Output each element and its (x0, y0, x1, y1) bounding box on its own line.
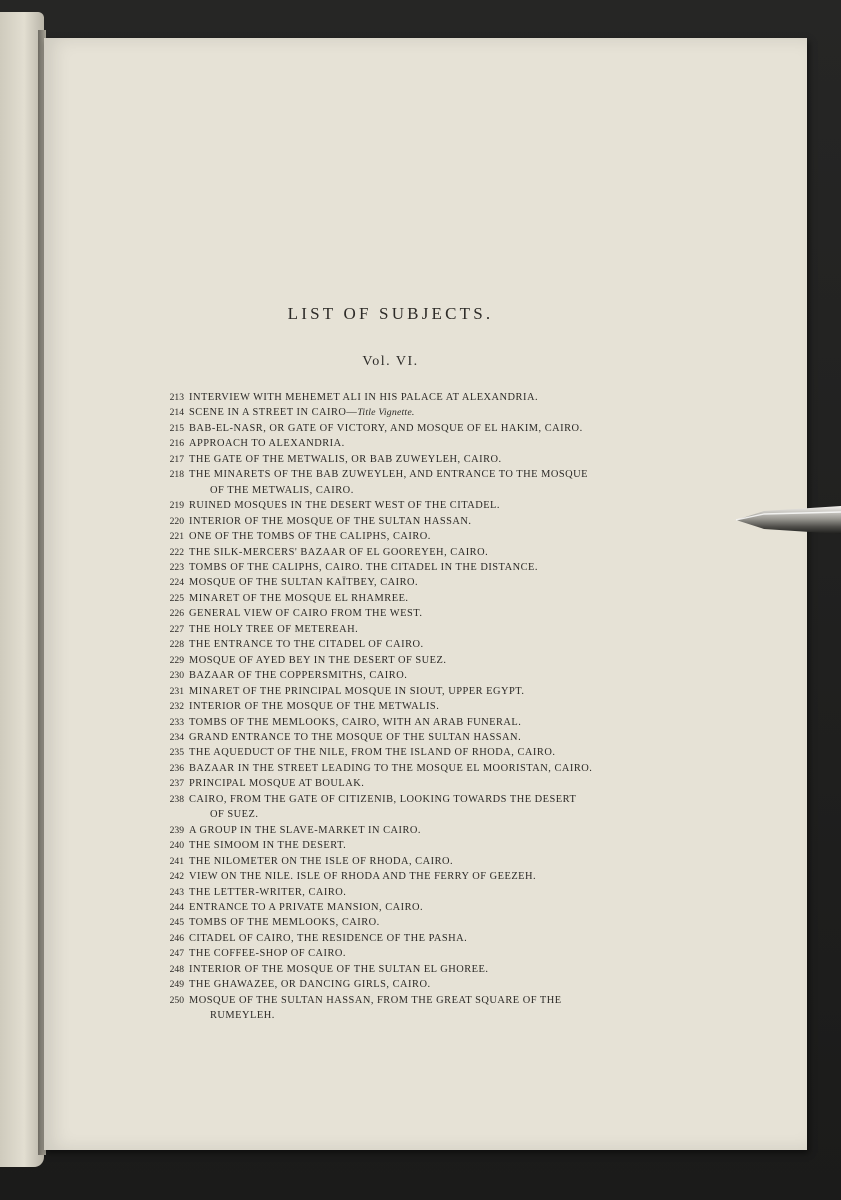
list-item (158, 915, 658, 930)
subject-entry (189, 529, 658, 544)
subject-title: CITADEL OF CAIRO, THE RESIDENCE OF THE PASHA. (189, 932, 468, 944)
plate-number: 237 (169, 778, 184, 790)
list-item (158, 977, 658, 992)
subject-entry (189, 745, 658, 760)
subject-title-continued: RUMEYLEH. (210, 1010, 275, 1022)
subject-title: THE AQUEDUCT OF THE NILE, FROM THE ISLAND OF RHODA, CAIRO. (189, 747, 556, 759)
subject-title: TOMBS OF THE CALIPHS, CAIRO. THE CITADEL IN THE DISTANCE. (189, 561, 538, 573)
list-item (158, 776, 658, 791)
subject-entry (189, 823, 658, 838)
subject-title: TOMBS OF THE MEMLOOKS, CAIRO. (189, 917, 380, 929)
subject-entry (189, 900, 658, 915)
subject-entry (189, 915, 658, 930)
plate-number: 244 (169, 901, 184, 913)
subject-entry (189, 838, 658, 853)
plate-number: 223 (169, 561, 184, 573)
list-item (158, 560, 658, 575)
pen-icon (736, 502, 841, 538)
subject-note: Title Vignette. (357, 407, 415, 419)
plate-number: 245 (169, 917, 184, 929)
plate-number: 217 (169, 453, 184, 465)
list-item (158, 761, 658, 776)
list-item (158, 946, 658, 961)
subject-entry (189, 421, 658, 436)
list-item (158, 869, 658, 884)
plate-number: 228 (169, 639, 184, 651)
subject-entry (189, 699, 658, 714)
subject-entry (189, 498, 658, 513)
subject-entry (189, 776, 658, 791)
subject-entry (189, 452, 658, 467)
plate-number: 240 (169, 840, 184, 852)
list-item (158, 390, 658, 405)
list-item (158, 498, 658, 513)
list-item (158, 653, 658, 668)
list-item (158, 637, 658, 652)
list-item (158, 668, 658, 683)
plate-number: 214 (169, 407, 184, 419)
list-item (158, 545, 658, 560)
list-item (158, 699, 658, 714)
plate-number: 239 (169, 824, 184, 836)
plate-number: 231 (169, 685, 184, 697)
plate-number: 218 (169, 469, 184, 481)
subject-title: MOSQUE OF THE SULTAN HASSAN, FROM THE GREAT SQUARE OF THE (189, 994, 562, 1006)
plate-number: 215 (169, 422, 184, 434)
subject-title: BAZAAR OF THE COPPERSMITHS, CAIRO. (189, 670, 408, 682)
subject-title: INTERVIEW WITH MEHEMET ALI IN HIS PALACE AT ALEXANDRIA. (189, 392, 539, 403)
plate-number: 241 (169, 855, 184, 867)
subject-title: THE SIMOOM IN THE DESERT. (189, 840, 347, 852)
plate-number: 213 (169, 392, 184, 403)
subject-entry (189, 792, 658, 823)
list-item (158, 993, 658, 1024)
subject-title: THE SILK-MERCERS' BAZAAR OF EL GOOREYEH, CAIRO. (189, 546, 489, 558)
list-item (158, 931, 658, 946)
list-item (158, 962, 658, 977)
subject-title: THE GHAWAZEE, OR DANCING GIRLS, CAIRO. (189, 979, 431, 991)
list-item (158, 745, 658, 760)
list-item (158, 730, 658, 745)
subject-entry (189, 575, 658, 590)
list-item (158, 715, 658, 730)
subject-entry (189, 514, 658, 529)
plate-number: 225 (169, 592, 184, 604)
subject-title: THE GATE OF THE METWALIS, OR BAB ZUWEYLEH, CAIRO. (189, 453, 502, 465)
subject-entry (189, 962, 658, 977)
list-item (158, 885, 658, 900)
plate-number: 243 (169, 886, 184, 898)
subject-entry (189, 622, 658, 637)
subject-title: SCENE IN A STREET IN CAIRO— (189, 407, 358, 419)
volume-heading (44, 354, 737, 370)
subject-title: THE NILOMETER ON THE ISLE OF RHODA, CAIRO. (189, 855, 454, 867)
plate-number: 229 (169, 654, 184, 666)
list-item (158, 452, 658, 467)
list-item (158, 792, 658, 823)
plate-number: 248 (169, 963, 184, 975)
plate-number: 222 (169, 546, 184, 558)
subject-entry (189, 977, 658, 992)
subject-entry (189, 637, 658, 652)
subject-title: APPROACH TO ALEXANDRIA. (189, 438, 345, 450)
list-item (158, 900, 658, 915)
subject-entry (189, 946, 658, 961)
subject-title: BAZAAR IN THE STREET LEADING TO THE MOSQUE EL MOORISTAN, CAIRO. (189, 762, 593, 774)
subject-title: THE HOLY TREE OF METEREAH. (189, 623, 359, 635)
plate-number: 249 (169, 979, 184, 991)
list-item (158, 529, 658, 544)
subject-title: RUINED MOSQUES IN THE DESERT WEST OF THE CITADEL. (189, 500, 501, 512)
subject-entry (189, 869, 658, 884)
subject-entry (189, 715, 658, 730)
subject-title: TOMBS OF THE MEMLOOKS, CAIRO, WITH AN ARAB FUNERAL. (189, 716, 522, 728)
subject-title: MOSQUE OF THE SULTAN KAÏTBEY, CAIRO. (189, 577, 419, 589)
list-item (158, 854, 658, 869)
subject-title: PRINCIPAL MOSQUE AT BOULAK. (189, 778, 365, 790)
list-item (158, 421, 658, 436)
subject-title: GENERAL VIEW OF CAIRO FROM THE WEST. (189, 608, 423, 620)
subject-entry (189, 931, 658, 946)
plate-number: 250 (169, 994, 184, 1006)
subject-entry (189, 591, 658, 606)
subject-title: INTERIOR OF THE MOSQUE OF THE METWALIS. (189, 701, 440, 713)
list-item (158, 405, 658, 420)
subject-title: VIEW ON THE NILE. ISLE OF RHODA AND THE FERRY OF GEEZEH. (189, 871, 537, 883)
list-item (158, 622, 658, 637)
list-item (158, 467, 658, 498)
subject-entry (189, 653, 658, 668)
subject-entry (189, 606, 658, 621)
subject-entry (189, 545, 658, 560)
subject-title: MINARET OF THE MOSQUE EL RHAMREE. (189, 592, 409, 604)
list-item (158, 514, 658, 529)
subject-entry (189, 467, 658, 498)
plate-number: 224 (169, 577, 184, 589)
subject-title-continued: OF SUEZ. (210, 809, 259, 821)
subject-entry (189, 436, 658, 451)
subject-title: INTERIOR OF THE MOSQUE OF THE SULTAN EL GHOREE. (189, 963, 489, 975)
plate-number: 226 (169, 608, 184, 620)
subject-title: GRAND ENTRANCE TO THE MOSQUE OF THE SULTAN HASSAN. (189, 731, 522, 743)
subject-title: MINARET OF THE PRINCIPAL MOSQUE IN SIOUT, UPPER EGYPT. (189, 685, 525, 697)
subject-title: CAIRO, FROM THE GATE OF CITIZENIB, LOOKING TOWARDS THE DESERT (189, 793, 577, 805)
subject-entry (189, 390, 658, 405)
list-item (158, 838, 658, 853)
subject-list (158, 390, 658, 1024)
plate-number: 246 (169, 932, 184, 944)
subject-title: ENTRANCE TO A PRIVATE MANSION, CAIRO. (189, 901, 424, 913)
list-item (158, 575, 658, 590)
plate-number: 219 (169, 500, 184, 512)
plate-number: 234 (169, 731, 184, 743)
subject-entry (189, 854, 658, 869)
list-item (158, 684, 658, 699)
plate-number: 238 (169, 793, 184, 805)
plate-number: 230 (169, 670, 184, 682)
plate-number: 221 (169, 531, 184, 543)
subject-title: THE LETTER-WRITER, CAIRO. (189, 886, 347, 898)
subject-entry (189, 668, 658, 683)
subject-title: INTERIOR OF THE MOSQUE OF THE SULTAN HASSAN. (189, 515, 472, 527)
list-item (158, 591, 658, 606)
subject-title: ONE OF THE TOMBS OF THE CALIPHS, CAIRO. (189, 531, 431, 543)
subject-title-continued: OF THE METWALIS, CAIRO. (210, 484, 354, 496)
book-page (44, 38, 807, 1150)
page-title: LIST OF SUBJECTS. (287, 304, 494, 323)
plate-number: 236 (169, 762, 184, 774)
plate-number: 235 (169, 747, 184, 759)
subject-title: THE COFFEE-SHOP OF CAIRO. (189, 948, 347, 960)
list-item (158, 606, 658, 621)
plate-number: 216 (169, 438, 184, 450)
plate-number: 232 (169, 701, 184, 713)
list-item (158, 436, 658, 451)
plate-number: 220 (169, 515, 184, 527)
subject-entry (189, 684, 658, 699)
subject-entry (189, 761, 658, 776)
volume-label: Vol. VI. (362, 354, 419, 369)
subject-entry (189, 885, 658, 900)
list-item (158, 823, 658, 838)
subject-entry (189, 730, 658, 745)
plate-number: 227 (169, 623, 184, 635)
plate-number: 242 (169, 871, 184, 883)
subject-entry (189, 993, 658, 1024)
subject-title: MOSQUE OF AYED BEY IN THE DESERT OF SUEZ. (189, 654, 447, 666)
plate-number: 247 (169, 948, 184, 960)
subject-title: THE MINARETS OF THE BAB ZUWEYLEH, AND ENTRANCE TO THE MOSQUE (189, 469, 588, 481)
subject-title: BAB-EL-NASR, OR GATE OF VICTORY, AND MOSQUE OF EL HAKIM, CAIRO. (189, 422, 583, 434)
subject-entry (189, 560, 658, 575)
subject-title: THE ENTRANCE TO THE CITADEL OF CAIRO. (189, 639, 424, 651)
plate-number: 233 (169, 716, 184, 728)
subject-title: A GROUP IN THE SLAVE-MARKET IN CAIRO. (189, 824, 421, 836)
subject-entry (189, 405, 658, 420)
